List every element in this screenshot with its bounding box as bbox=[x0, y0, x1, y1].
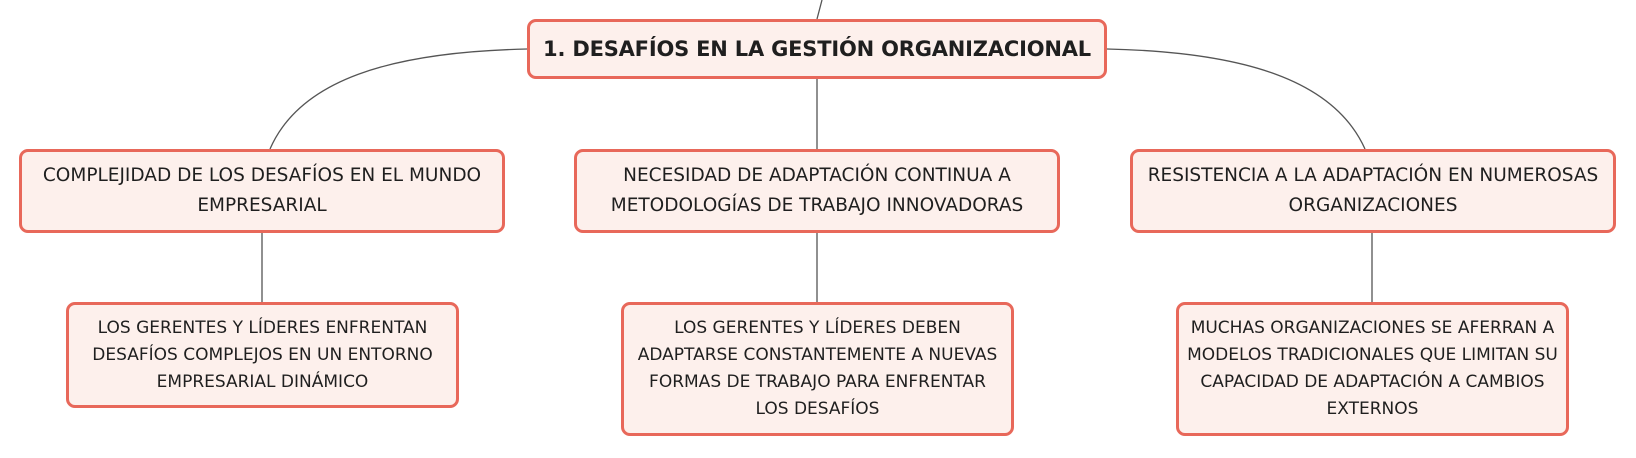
leaf-label: LOS GERENTES Y LÍDERES ENFRENTAN DESAFÍOS COMPLEJOS EN UN ENTORNO EMPRESARIAL DINÁMICO bbox=[92, 317, 433, 392]
branch-label: NECESIDAD DE ADAPTACIÓN CONTINUA A METODOLOGÍAS DE TRABAJO INNOVADORAS bbox=[610, 165, 1024, 216]
connector-parent-to-root bbox=[817, 0, 822, 19]
branch-label: COMPLEJIDAD DE LOS DESAFÍOS EN EL MUNDO EMPRESARIAL bbox=[42, 165, 482, 216]
connector-root-to-branch-1 bbox=[270, 49, 527, 149]
leaf-label: LOS GERENTES Y LÍDERES DEBEN ADAPTARSE CONSTANTEMENTE A NUEVAS FORMAS DE TRABAJO PARA ENFRENTAR LOS DESAFÍOS bbox=[637, 318, 998, 419]
branch-label: RESISTENCIA A LA ADAPTACIÓN EN NUMEROSAS ORGANIZACIONES bbox=[1147, 165, 1599, 216]
branch-node-necesidad-adaptacion[interactable] bbox=[574, 149, 1060, 233]
root-topic-node[interactable] bbox=[527, 19, 1107, 79]
root-topic-label: 1. DESAFÍOS EN LA GESTIÓN ORGANIZACIONAL bbox=[543, 37, 1091, 61]
connector-root-to-branch-3 bbox=[1107, 49, 1365, 149]
leaf-node-gerentes-adaptarse[interactable] bbox=[621, 302, 1014, 436]
branch-node-complejidad[interactable] bbox=[19, 149, 505, 233]
leaf-node-organizaciones-aferran[interactable] bbox=[1176, 302, 1569, 436]
branch-node-resistencia[interactable] bbox=[1130, 149, 1616, 233]
leaf-node-gerentes-enfrentan[interactable] bbox=[66, 302, 459, 408]
leaf-label: MUCHAS ORGANIZACIONES SE AFERRAN A MODELOS TRADICIONALES QUE LIMITAN SU CAPACIDAD DE ADAPTACIÓN A CAMBIOS EXTERNOS bbox=[1187, 318, 1558, 419]
